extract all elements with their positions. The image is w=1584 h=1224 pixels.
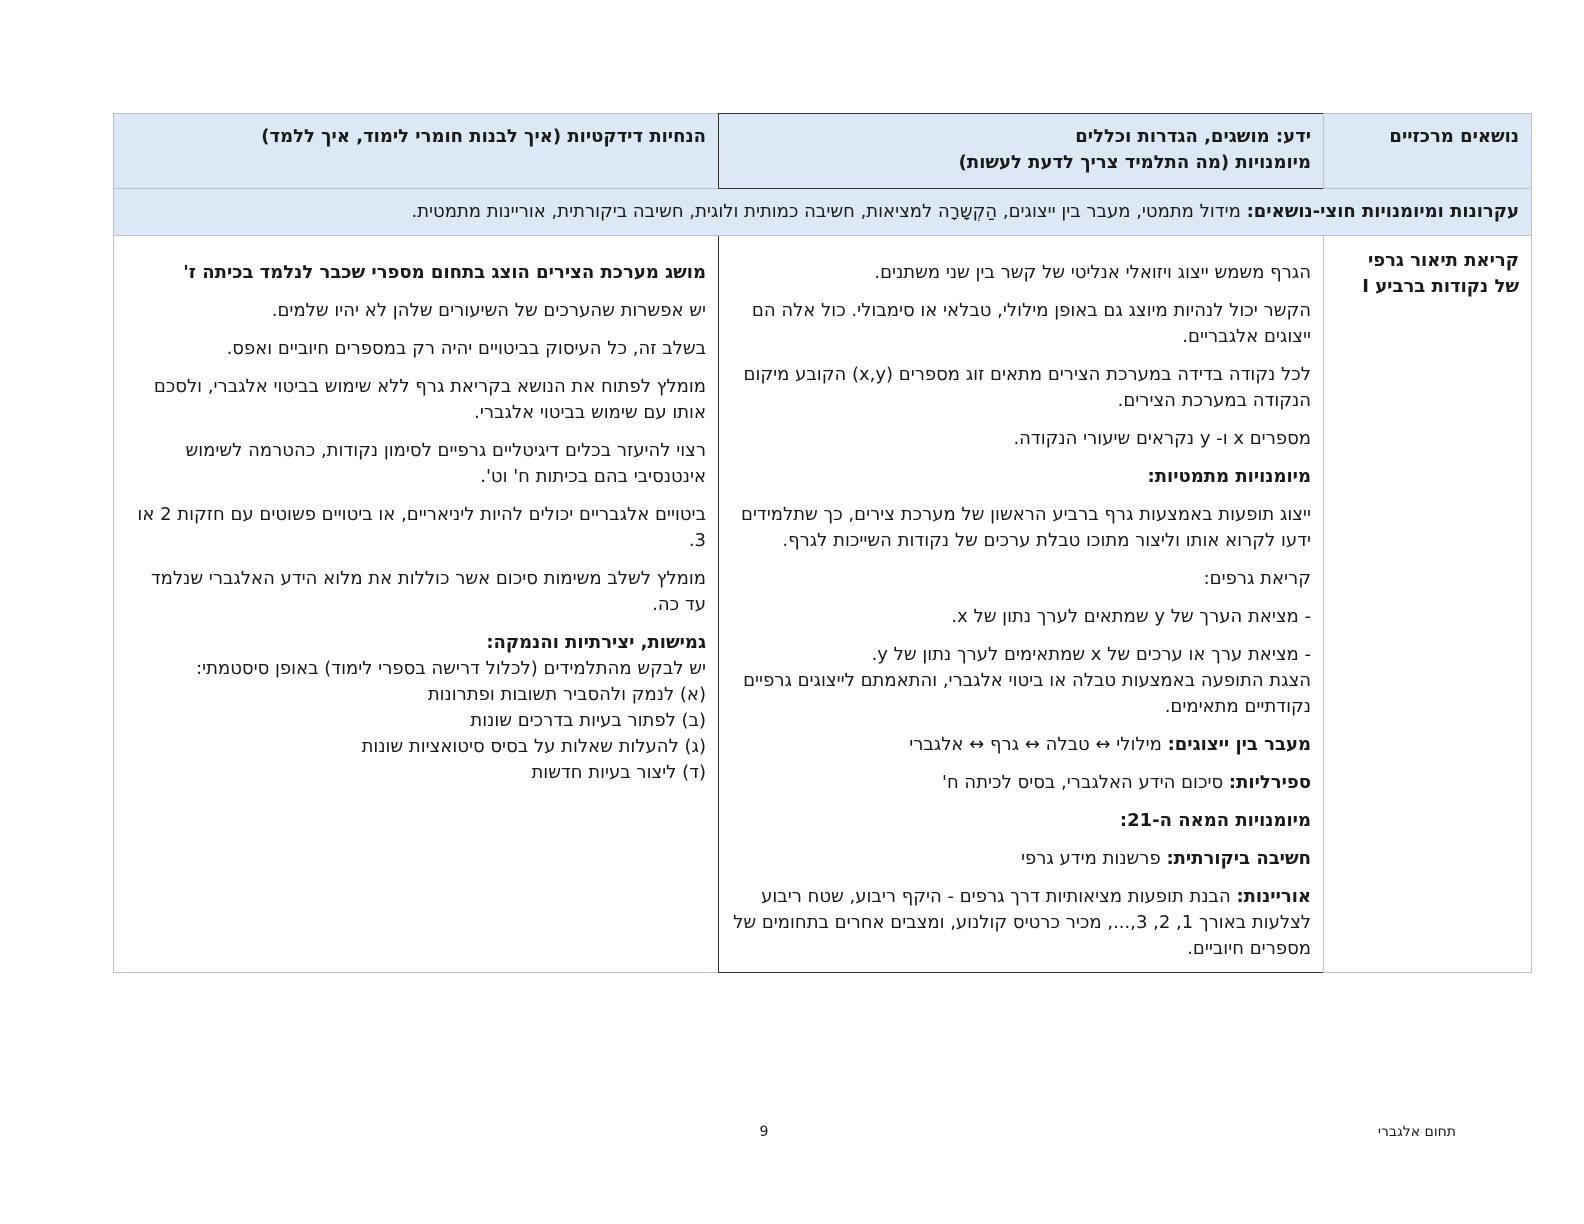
topic-cell [1324, 236, 1532, 973]
spiral-label: ספירליות: [1228, 772, 1311, 793]
didactic-cell [114, 236, 719, 973]
knowledge-p8 [731, 642, 1311, 720]
knowledge-p1: הגרף משמש ייצוג ויזואלי אנליטי של קשר בין שני משתנים. [874, 262, 1311, 283]
knowledge-cell [719, 236, 1324, 973]
table-row [114, 236, 1532, 973]
cross-topics-label: עקרונות ומיומנויות חוצי-נושאים: [1246, 201, 1519, 222]
list-item: (ד) ליצור בעיות חדשות [531, 762, 706, 783]
skills-title: מיומנויות מתמטיות: [1147, 466, 1311, 487]
spiral-line [731, 770, 1311, 796]
header-knowledge [719, 114, 1324, 189]
flex-title: גמישות, יצירתיות והנמקה: [486, 632, 706, 653]
knowledge-p8-line2: הצגת התופעה באמצעות טבלה או ביטוי אלגברי, והתאמתם לייצוגים גרפיים נקודתיים מתאימים. [743, 670, 1311, 717]
header-knowledge-line1: ידע: מושגים, הגדרות וכללים [1075, 126, 1311, 147]
spiral-text: סיכום הידע האלגברי, בסיס לכיתה ח' [942, 772, 1224, 793]
didactic-p6: מומלץ לשלב משימות סיכום אשר כוללות את מלוא הידע האלגברי שנלמד עד כה. [150, 568, 706, 615]
critical-line [731, 846, 1311, 872]
transfer-label: מעבר בין ייצוגים: [1167, 734, 1311, 755]
flex-list [126, 682, 706, 786]
list-item: (ג) להעלות שאלות על בסיס סיטואציות שונות [361, 736, 706, 757]
knowledge-p3: לכל נקודה בדידה במערכת הצירים מתאים זוג מספרים (x,y) הקובע מיקום הנקודה במערכת הצירים. [743, 364, 1311, 411]
literacy-line [731, 884, 1311, 962]
didactic-p3: מומלץ לפתוח את הנושא בקריאת גרף ללא שימוש בביטוי אלגברי, ולסכם אותו עם שימוש בביטוי אלגברי. [153, 376, 706, 423]
flex-intro: יש לבקש מהתלמידים (לכלול דרישה בספרי לימוד) באופן סיסטמתי: [196, 658, 706, 679]
didactic-p2: בשלב זה, כל העיסוק בביטויים יהיה רק במספרים חיוביים ואפס. [226, 338, 706, 359]
header-topics: נושאים מרכזיים [1324, 114, 1532, 189]
footer-domain: תחום אלגברי [1377, 1124, 1456, 1140]
knowledge-p8-line1: - מציאת ערך או ערכים של x שמתאימים לערך נתון של y. [871, 644, 1311, 665]
knowledge-p4: מספרים x ו- y נקראים שיעורי הנקודה. [1013, 428, 1311, 449]
didactic-p5: ביטויים אלגבריים יכולים להיות ליניאריים, או ביטויים פשוטים עם חזקות 2 או 3. [137, 504, 706, 551]
page-number: 9 [759, 1124, 769, 1140]
literacy-label: אוריינות: [1236, 886, 1311, 907]
transfer-text: מילולי ↔ טבלה ↔ גרף ↔ אלגברי [909, 734, 1162, 755]
knowledge-p7: - מציאת הערך של y שמתאים לערך נתון של x. [951, 606, 1311, 627]
didactic-p1: יש אפשרות שהערכים של השיעורים שלהן לא יהיו שלמים. [271, 300, 706, 321]
curriculum-table [113, 113, 1532, 973]
cross-topics-cell [114, 189, 1532, 236]
didactic-title: מושג מערכת הצירים הוצג בתחום מספרי שכבר לנלמד בכיתה ז' [183, 262, 706, 283]
list-item: (ב) לפתור בעיות בדרכים שונות [470, 710, 706, 731]
cross-topics-text: מידול מתמטי, מעבר בין ייצוגים, הַקְשָרָה למציאות, חשיבה כמותית ולוגית, חשיבה ביקורתית, אוריינות מתמטית. [411, 201, 1241, 222]
header-didactic: הנחיות דידקטיות (איך לבנות חומרי לימוד, איך ללמד) [114, 114, 719, 189]
critical-text: פרשנות מידע גרפי [1020, 848, 1161, 869]
topic-line1: קריאת תיאור גרפי [1367, 250, 1519, 271]
knowledge-p6: קריאת גרפים: [1203, 568, 1311, 589]
critical-label: חשיבה ביקורתית: [1166, 848, 1311, 869]
header-row [114, 114, 1532, 189]
transfer-line [731, 732, 1311, 758]
knowledge-p2: הקשר יכול לנהיות מיוצג גם באופן מילולי, טבלאי או סימבולי. כול אלה הם ייצוגים אלגבריים. [751, 300, 1311, 347]
literacy-text: הבנת תופעות מציאותיות דרך גרפים - היקף ריבוע, שטח ריבוע לצלעות באורך 1, 2, 3,..., מכיר כרטיס קולנוע, ומצבים אחרים בתחומים של מספרים חיוביים. [733, 886, 1311, 959]
cross-topics-row [114, 189, 1532, 236]
skills21-title: מיומנויות המאה ה-21: [1119, 810, 1311, 831]
topic-line2: של נקודות ברביע I [1362, 276, 1519, 297]
header-knowledge-line2: מיומנויות (מה התלמיד צריך לדעת לעשות) [958, 152, 1311, 173]
list-item: (א) לנמק ולהסביר תשובות ופתרונות [427, 684, 706, 705]
didactic-p4: רצוי להיעזר בכלים דיגיטליים גרפיים לסימון נקודות, כהטרמה לשימוש אינטנסיבי בהם בכיתות ח' וט'. [185, 440, 706, 487]
knowledge-p5: ייצוג תופעות באמצעות גרף ברביע הראשון של מערכת צירים, כך שתלמידים ידעו לקרוא אותו וליצור מתוכו טבלת ערכים של נקודות השייכות לגרף. [740, 504, 1311, 551]
